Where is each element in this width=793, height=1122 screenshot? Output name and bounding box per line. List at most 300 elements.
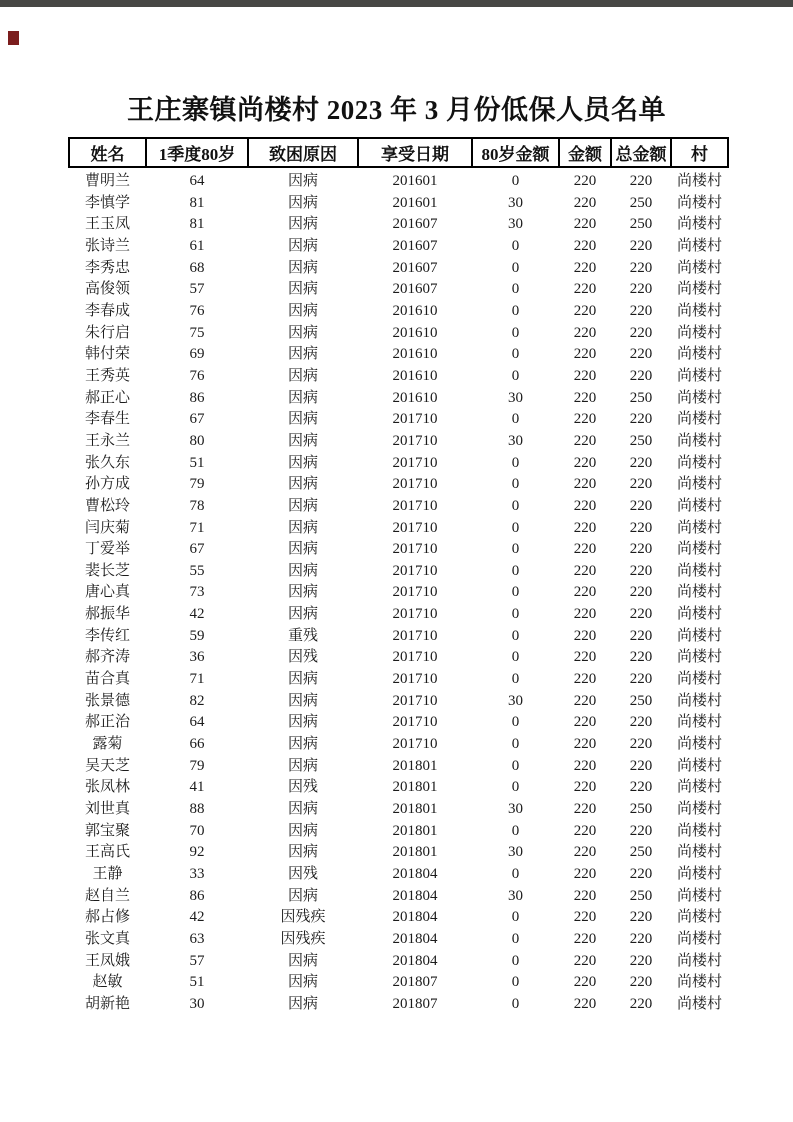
table-cell: 220 xyxy=(573,627,597,644)
table-cell: 因病 xyxy=(287,216,318,233)
table-cell: 201607 xyxy=(392,281,438,298)
table-cell: 因病 xyxy=(287,692,318,709)
table-cell: 尚楼村 xyxy=(676,887,722,904)
table-cell: 79 xyxy=(189,476,205,493)
table-cell: 220 xyxy=(573,346,597,363)
table-cell: 30 xyxy=(508,389,523,406)
column-header: 姓名 xyxy=(69,138,146,167)
table-cell: 王静 xyxy=(92,866,123,882)
table-cell: 220 xyxy=(573,194,597,211)
table-row xyxy=(69,518,728,540)
table-cell: 尚楼村 xyxy=(676,237,722,254)
table-cell: 吴天芝 xyxy=(84,757,130,774)
table-cell: 30 xyxy=(508,692,523,709)
table-row xyxy=(69,842,728,864)
personnel-table xyxy=(68,137,729,1016)
table-cell: 220 xyxy=(629,627,653,644)
table-cell: 郝正心 xyxy=(84,389,130,406)
table-cell: 因病 xyxy=(287,974,318,991)
table-cell: 0 xyxy=(511,324,520,341)
table-cell: 李春生 xyxy=(84,411,130,428)
table-cell: 201710 xyxy=(392,541,438,558)
table-cell: 220 xyxy=(573,389,597,406)
table-cell: 裴长芝 xyxy=(84,562,130,579)
table-cell: 220 xyxy=(629,497,653,514)
table-cell: 64 xyxy=(189,714,205,731)
table-cell: 59 xyxy=(189,627,205,644)
table-cell: 220 xyxy=(629,237,653,254)
table-cell: 220 xyxy=(629,649,653,666)
table-row xyxy=(69,301,728,323)
table-cell: 尚楼村 xyxy=(676,930,722,947)
table-cell: 86 xyxy=(189,887,205,904)
table-cell: 220 xyxy=(573,411,597,428)
table-cell: 220 xyxy=(573,714,597,731)
table-row xyxy=(69,344,728,366)
table-row xyxy=(69,431,728,453)
table-cell: 250 xyxy=(629,801,653,818)
table-cell: 李慎学 xyxy=(84,194,130,211)
table-cell: 51 xyxy=(189,454,205,471)
table-cell: 唐心真 xyxy=(84,584,130,601)
table-cell: 201804 xyxy=(392,866,438,882)
table-cell: 王永兰 xyxy=(84,432,130,449)
table-cell: 220 xyxy=(573,822,597,839)
table-cell: 250 xyxy=(629,692,653,709)
table-cell: 尚楼村 xyxy=(676,909,722,926)
table-cell: 250 xyxy=(629,432,653,449)
table-cell: 尚楼村 xyxy=(676,216,722,233)
table-cell: 220 xyxy=(629,584,653,601)
table-row xyxy=(69,214,728,236)
table-cell: 201804 xyxy=(392,930,438,947)
table-cell: 201710 xyxy=(392,454,438,471)
table-cell: 王高氏 xyxy=(84,844,130,861)
table-cell: 0 xyxy=(511,995,520,1012)
table-row xyxy=(69,366,728,388)
table-cell: 郝振华 xyxy=(84,606,130,623)
table-cell: 250 xyxy=(629,844,653,861)
table-cell: 0 xyxy=(511,649,520,666)
table-cell: 因病 xyxy=(287,714,318,731)
table-cell: 因病 xyxy=(287,519,318,536)
table-cell: 尚楼村 xyxy=(676,346,722,363)
table-cell: 李春成 xyxy=(84,302,130,319)
table-cell: 76 xyxy=(189,302,205,319)
table-cell: 220 xyxy=(629,281,653,298)
table-cell: 220 xyxy=(629,562,653,579)
table-cell: 因病 xyxy=(287,822,318,839)
table-cell: 0 xyxy=(511,757,520,774)
table-cell: 因病 xyxy=(287,887,318,904)
table-cell: 81 xyxy=(189,194,205,211)
table-cell: 55 xyxy=(189,562,205,579)
table-cell: 尚楼村 xyxy=(676,779,722,796)
table-cell: 0 xyxy=(511,714,520,731)
table-cell: 69 xyxy=(189,346,205,363)
table-cell: 30 xyxy=(508,844,523,861)
table-cell: 张久东 xyxy=(84,454,130,471)
table-row xyxy=(69,734,728,756)
table-cell: 尚楼村 xyxy=(676,194,722,211)
table-cell: 尚楼村 xyxy=(676,302,722,319)
table-cell: 尚楼村 xyxy=(676,952,722,969)
table-cell: 201807 xyxy=(392,995,438,1012)
table-cell: 0 xyxy=(511,454,520,471)
table-cell: 因残疾 xyxy=(280,930,326,947)
table-cell: 0 xyxy=(511,584,520,601)
table-cell: 韩付荣 xyxy=(84,346,130,363)
table-cell: 80 xyxy=(189,432,205,449)
table-cell: 尚楼村 xyxy=(676,822,722,839)
table-cell: 71 xyxy=(189,519,205,536)
table-cell: 因残 xyxy=(287,866,318,882)
table-cell: 220 xyxy=(629,476,653,493)
table-cell: 82 xyxy=(189,692,205,709)
table-cell: 220 xyxy=(629,952,653,969)
table-cell: 因病 xyxy=(287,671,318,688)
table-cell: 王玉凤 xyxy=(84,216,130,233)
table-cell: 尚楼村 xyxy=(676,324,722,341)
table-cell: 张诗兰 xyxy=(84,237,130,254)
table-cell: 尚楼村 xyxy=(676,844,722,861)
table-cell: 220 xyxy=(573,649,597,666)
table-cell: 0 xyxy=(511,930,520,947)
table-cell: 0 xyxy=(511,952,520,969)
table-cell: 220 xyxy=(629,411,653,428)
table-body xyxy=(69,167,728,1016)
table-cell: 220 xyxy=(629,173,653,189)
table-cell: 露菊 xyxy=(92,736,123,753)
table-cell: 郝正治 xyxy=(84,714,130,731)
table-cell: 因病 xyxy=(287,367,318,384)
table-cell: 王凤娥 xyxy=(84,952,130,969)
table-cell: 201710 xyxy=(392,584,438,601)
table-cell: 250 xyxy=(629,887,653,904)
table-cell: 220 xyxy=(573,757,597,774)
table-cell: 220 xyxy=(573,995,597,1012)
table-row xyxy=(69,756,728,778)
red-stamp-mark xyxy=(8,31,19,45)
table-cell: 220 xyxy=(573,302,597,319)
table-cell: 尚楼村 xyxy=(676,671,722,688)
table-cell: 201710 xyxy=(392,606,438,623)
table-row xyxy=(69,167,728,193)
table-cell: 201710 xyxy=(392,497,438,514)
table-cell: 201710 xyxy=(392,671,438,688)
table-cell: 70 xyxy=(189,822,205,839)
table-cell: 42 xyxy=(189,909,205,926)
table-cell: 201601 xyxy=(392,194,438,211)
table-cell: 220 xyxy=(629,454,653,471)
table-cell: 张文真 xyxy=(84,930,130,947)
table-cell: 201804 xyxy=(392,952,438,969)
table-cell: 0 xyxy=(511,866,520,882)
table-row xyxy=(69,691,728,713)
table-cell: 250 xyxy=(629,389,653,406)
table-cell: 朱行启 xyxy=(84,324,130,341)
table-cell: 220 xyxy=(573,801,597,818)
table-cell: 李秀忠 xyxy=(84,259,130,276)
table-cell: 42 xyxy=(189,606,205,623)
table-cell: 张景德 xyxy=(84,692,130,709)
table-cell: 220 xyxy=(573,562,597,579)
table-cell: 201804 xyxy=(392,887,438,904)
table-cell: 尚楼村 xyxy=(676,866,722,882)
table-cell: 220 xyxy=(629,757,653,774)
table-cell: 0 xyxy=(511,346,520,363)
table-cell: 66 xyxy=(189,736,205,753)
page-title: 王庄寨镇尚楼村 2023 年 3 月份低保人员名单 xyxy=(127,95,666,125)
table-cell: 220 xyxy=(573,584,597,601)
table-cell: 赵自兰 xyxy=(84,887,130,904)
table-cell: 0 xyxy=(511,671,520,688)
table-cell: 201710 xyxy=(392,432,438,449)
table-cell: 92 xyxy=(189,844,205,861)
table-cell: 因病 xyxy=(287,801,318,818)
table-row xyxy=(69,712,728,734)
table-cell: 尚楼村 xyxy=(676,411,722,428)
table-cell: 郝齐涛 xyxy=(84,649,130,666)
table-cell: 220 xyxy=(573,606,597,623)
table-cell: 64 xyxy=(189,173,205,189)
table-cell: 201801 xyxy=(392,844,438,861)
table-cell: 0 xyxy=(511,606,520,623)
table-row xyxy=(69,409,728,431)
table-cell: 201610 xyxy=(392,346,438,363)
table-cell: 220 xyxy=(629,519,653,536)
table-cell: 因病 xyxy=(287,411,318,428)
table-cell: 201801 xyxy=(392,757,438,774)
table-cell: 因病 xyxy=(287,346,318,363)
table-cell: 201801 xyxy=(392,801,438,818)
table-cell: 因病 xyxy=(287,606,318,623)
table-cell: 尚楼村 xyxy=(676,757,722,774)
table-cell: 220 xyxy=(573,476,597,493)
table-cell: 220 xyxy=(573,930,597,947)
table-cell: 重残 xyxy=(287,627,318,644)
table-cell: 张凤林 xyxy=(84,779,130,796)
table-cell: 曹松玲 xyxy=(84,497,130,514)
table-cell: 220 xyxy=(629,541,653,558)
table-cell: 王秀英 xyxy=(84,367,130,384)
table-cell: 220 xyxy=(573,779,597,796)
table-cell: 201601 xyxy=(392,173,438,189)
table-cell: 因残 xyxy=(287,649,318,666)
table-row xyxy=(69,626,728,648)
table-cell: 75 xyxy=(189,324,205,341)
table-cell: 201710 xyxy=(392,714,438,731)
table-cell: 220 xyxy=(573,454,597,471)
table-cell: 0 xyxy=(511,779,520,796)
table-row xyxy=(69,193,728,215)
table-cell: 220 xyxy=(573,671,597,688)
table-cell: 因病 xyxy=(287,324,318,341)
table-cell: 尚楼村 xyxy=(676,714,722,731)
table-cell: 尚楼村 xyxy=(676,497,722,514)
table-cell: 因病 xyxy=(287,173,318,189)
table-cell: 220 xyxy=(573,173,597,189)
table-cell: 因病 xyxy=(287,541,318,558)
table-row xyxy=(69,474,728,496)
table-cell: 220 xyxy=(573,497,597,514)
table-row xyxy=(69,972,728,994)
table-cell: 0 xyxy=(511,497,520,514)
table-cell: 尚楼村 xyxy=(676,562,722,579)
table-cell: 41 xyxy=(189,779,205,796)
column-header: 总金额 xyxy=(611,138,671,167)
table-cell: 201801 xyxy=(392,779,438,796)
table-cell: 220 xyxy=(573,216,597,233)
table-cell: 0 xyxy=(511,909,520,926)
table-cell: 201710 xyxy=(392,476,438,493)
table-cell: 220 xyxy=(573,432,597,449)
table-row xyxy=(69,907,728,929)
table-cell: 尚楼村 xyxy=(676,801,722,818)
table-cell: 尚楼村 xyxy=(676,606,722,623)
table-cell: 0 xyxy=(511,822,520,839)
table-cell: 220 xyxy=(629,367,653,384)
table-cell: 220 xyxy=(629,995,653,1012)
table-cell: 尚楼村 xyxy=(676,476,722,493)
table-cell: 220 xyxy=(573,324,597,341)
table-cell: 201801 xyxy=(392,822,438,839)
table-row xyxy=(69,994,728,1016)
table-cell: 220 xyxy=(629,302,653,319)
table-cell: 78 xyxy=(189,497,205,514)
table-cell: 201710 xyxy=(392,627,438,644)
table-cell: 220 xyxy=(629,346,653,363)
table-cell: 220 xyxy=(573,259,597,276)
table-cell: 220 xyxy=(573,237,597,254)
table-cell: 0 xyxy=(511,974,520,991)
table-cell: 201610 xyxy=(392,324,438,341)
table-cell: 201710 xyxy=(392,411,438,428)
table-cell: 68 xyxy=(189,259,205,276)
table-cell: 201710 xyxy=(392,692,438,709)
table-cell: 30 xyxy=(508,432,523,449)
table-cell: 51 xyxy=(189,974,205,991)
table-cell: 30 xyxy=(508,887,523,904)
table-row xyxy=(69,323,728,345)
table-cell: 因病 xyxy=(287,281,318,298)
table-cell: 201607 xyxy=(392,216,438,233)
table-cell: 李传红 xyxy=(84,627,130,644)
table-cell: 0 xyxy=(511,411,520,428)
table-cell: 因病 xyxy=(287,757,318,774)
table-cell: 250 xyxy=(629,194,653,211)
table-cell: 250 xyxy=(629,216,653,233)
table-cell: 因病 xyxy=(287,562,318,579)
table-cell: 201807 xyxy=(392,974,438,991)
table-cell: 220 xyxy=(573,887,597,904)
table-cell: 孙方成 xyxy=(84,476,130,493)
table-cell: 尚楼村 xyxy=(676,259,722,276)
table-cell: 因残疾 xyxy=(280,909,326,926)
table-cell: 67 xyxy=(189,411,205,428)
table-row xyxy=(69,886,728,908)
table-cell: 220 xyxy=(629,259,653,276)
table-cell: 郝占修 xyxy=(84,909,130,926)
table-row xyxy=(69,669,728,691)
table-cell: 73 xyxy=(189,584,205,601)
table-cell: 郭宝聚 xyxy=(84,822,130,839)
table-cell: 36 xyxy=(189,649,205,666)
table-cell: 220 xyxy=(573,692,597,709)
table-row xyxy=(69,929,728,951)
table-cell: 201607 xyxy=(392,237,438,254)
table-cell: 220 xyxy=(573,844,597,861)
table-cell: 0 xyxy=(511,367,520,384)
table-cell: 因病 xyxy=(287,432,318,449)
table-cell: 0 xyxy=(511,519,520,536)
table-cell: 201610 xyxy=(392,389,438,406)
table-cell: 尚楼村 xyxy=(676,389,722,406)
table-row xyxy=(69,864,728,886)
table-cell: 尚楼村 xyxy=(676,367,722,384)
table-cell: 因病 xyxy=(287,194,318,211)
table-row xyxy=(69,777,728,799)
table-cell: 因病 xyxy=(287,476,318,493)
table-cell: 76 xyxy=(189,367,205,384)
top-edge-strip xyxy=(0,0,793,7)
table-cell: 尚楼村 xyxy=(676,541,722,558)
table-cell: 30 xyxy=(508,194,523,211)
table-cell: 0 xyxy=(511,476,520,493)
table-cell: 尚楼村 xyxy=(676,432,722,449)
table-cell: 0 xyxy=(511,736,520,753)
table-cell: 67 xyxy=(189,541,205,558)
table-cell: 因病 xyxy=(287,237,318,254)
table-cell: 61 xyxy=(189,237,205,254)
table-row xyxy=(69,236,728,258)
table-cell: 79 xyxy=(189,757,205,774)
table-cell: 因残 xyxy=(287,779,318,796)
table-cell: 30 xyxy=(508,216,523,233)
table-cell: 刘世真 xyxy=(84,801,130,818)
table-row xyxy=(69,539,728,561)
table-cell: 因病 xyxy=(287,497,318,514)
table-row xyxy=(69,496,728,518)
table-cell: 220 xyxy=(629,974,653,991)
table-cell: 201710 xyxy=(392,562,438,579)
table-cell: 尚楼村 xyxy=(676,692,722,709)
table-cell: 220 xyxy=(629,324,653,341)
table-cell: 尚楼村 xyxy=(676,736,722,753)
table-cell: 220 xyxy=(629,671,653,688)
table-cell: 赵敏 xyxy=(92,974,123,991)
table-cell: 88 xyxy=(189,801,205,818)
table-cell: 220 xyxy=(573,519,597,536)
table-cell: 因病 xyxy=(287,454,318,471)
table-cell: 因病 xyxy=(287,584,318,601)
table-cell: 30 xyxy=(189,995,205,1012)
table-cell: 201710 xyxy=(392,519,438,536)
column-header: 1季度80岁 xyxy=(146,138,248,167)
table-cell: 尚楼村 xyxy=(676,974,722,991)
column-header: 金额 xyxy=(559,138,611,167)
table-cell: 220 xyxy=(629,930,653,947)
table-cell: 闫庆菊 xyxy=(84,519,130,536)
table-cell: 因病 xyxy=(287,995,318,1012)
table-cell: 33 xyxy=(189,866,205,882)
table-cell: 0 xyxy=(511,281,520,298)
column-header: 80岁金额 xyxy=(472,138,559,167)
table-cell: 因病 xyxy=(287,952,318,969)
table-cell: 220 xyxy=(573,736,597,753)
table-cell: 71 xyxy=(189,671,205,688)
table-cell: 220 xyxy=(629,866,653,882)
